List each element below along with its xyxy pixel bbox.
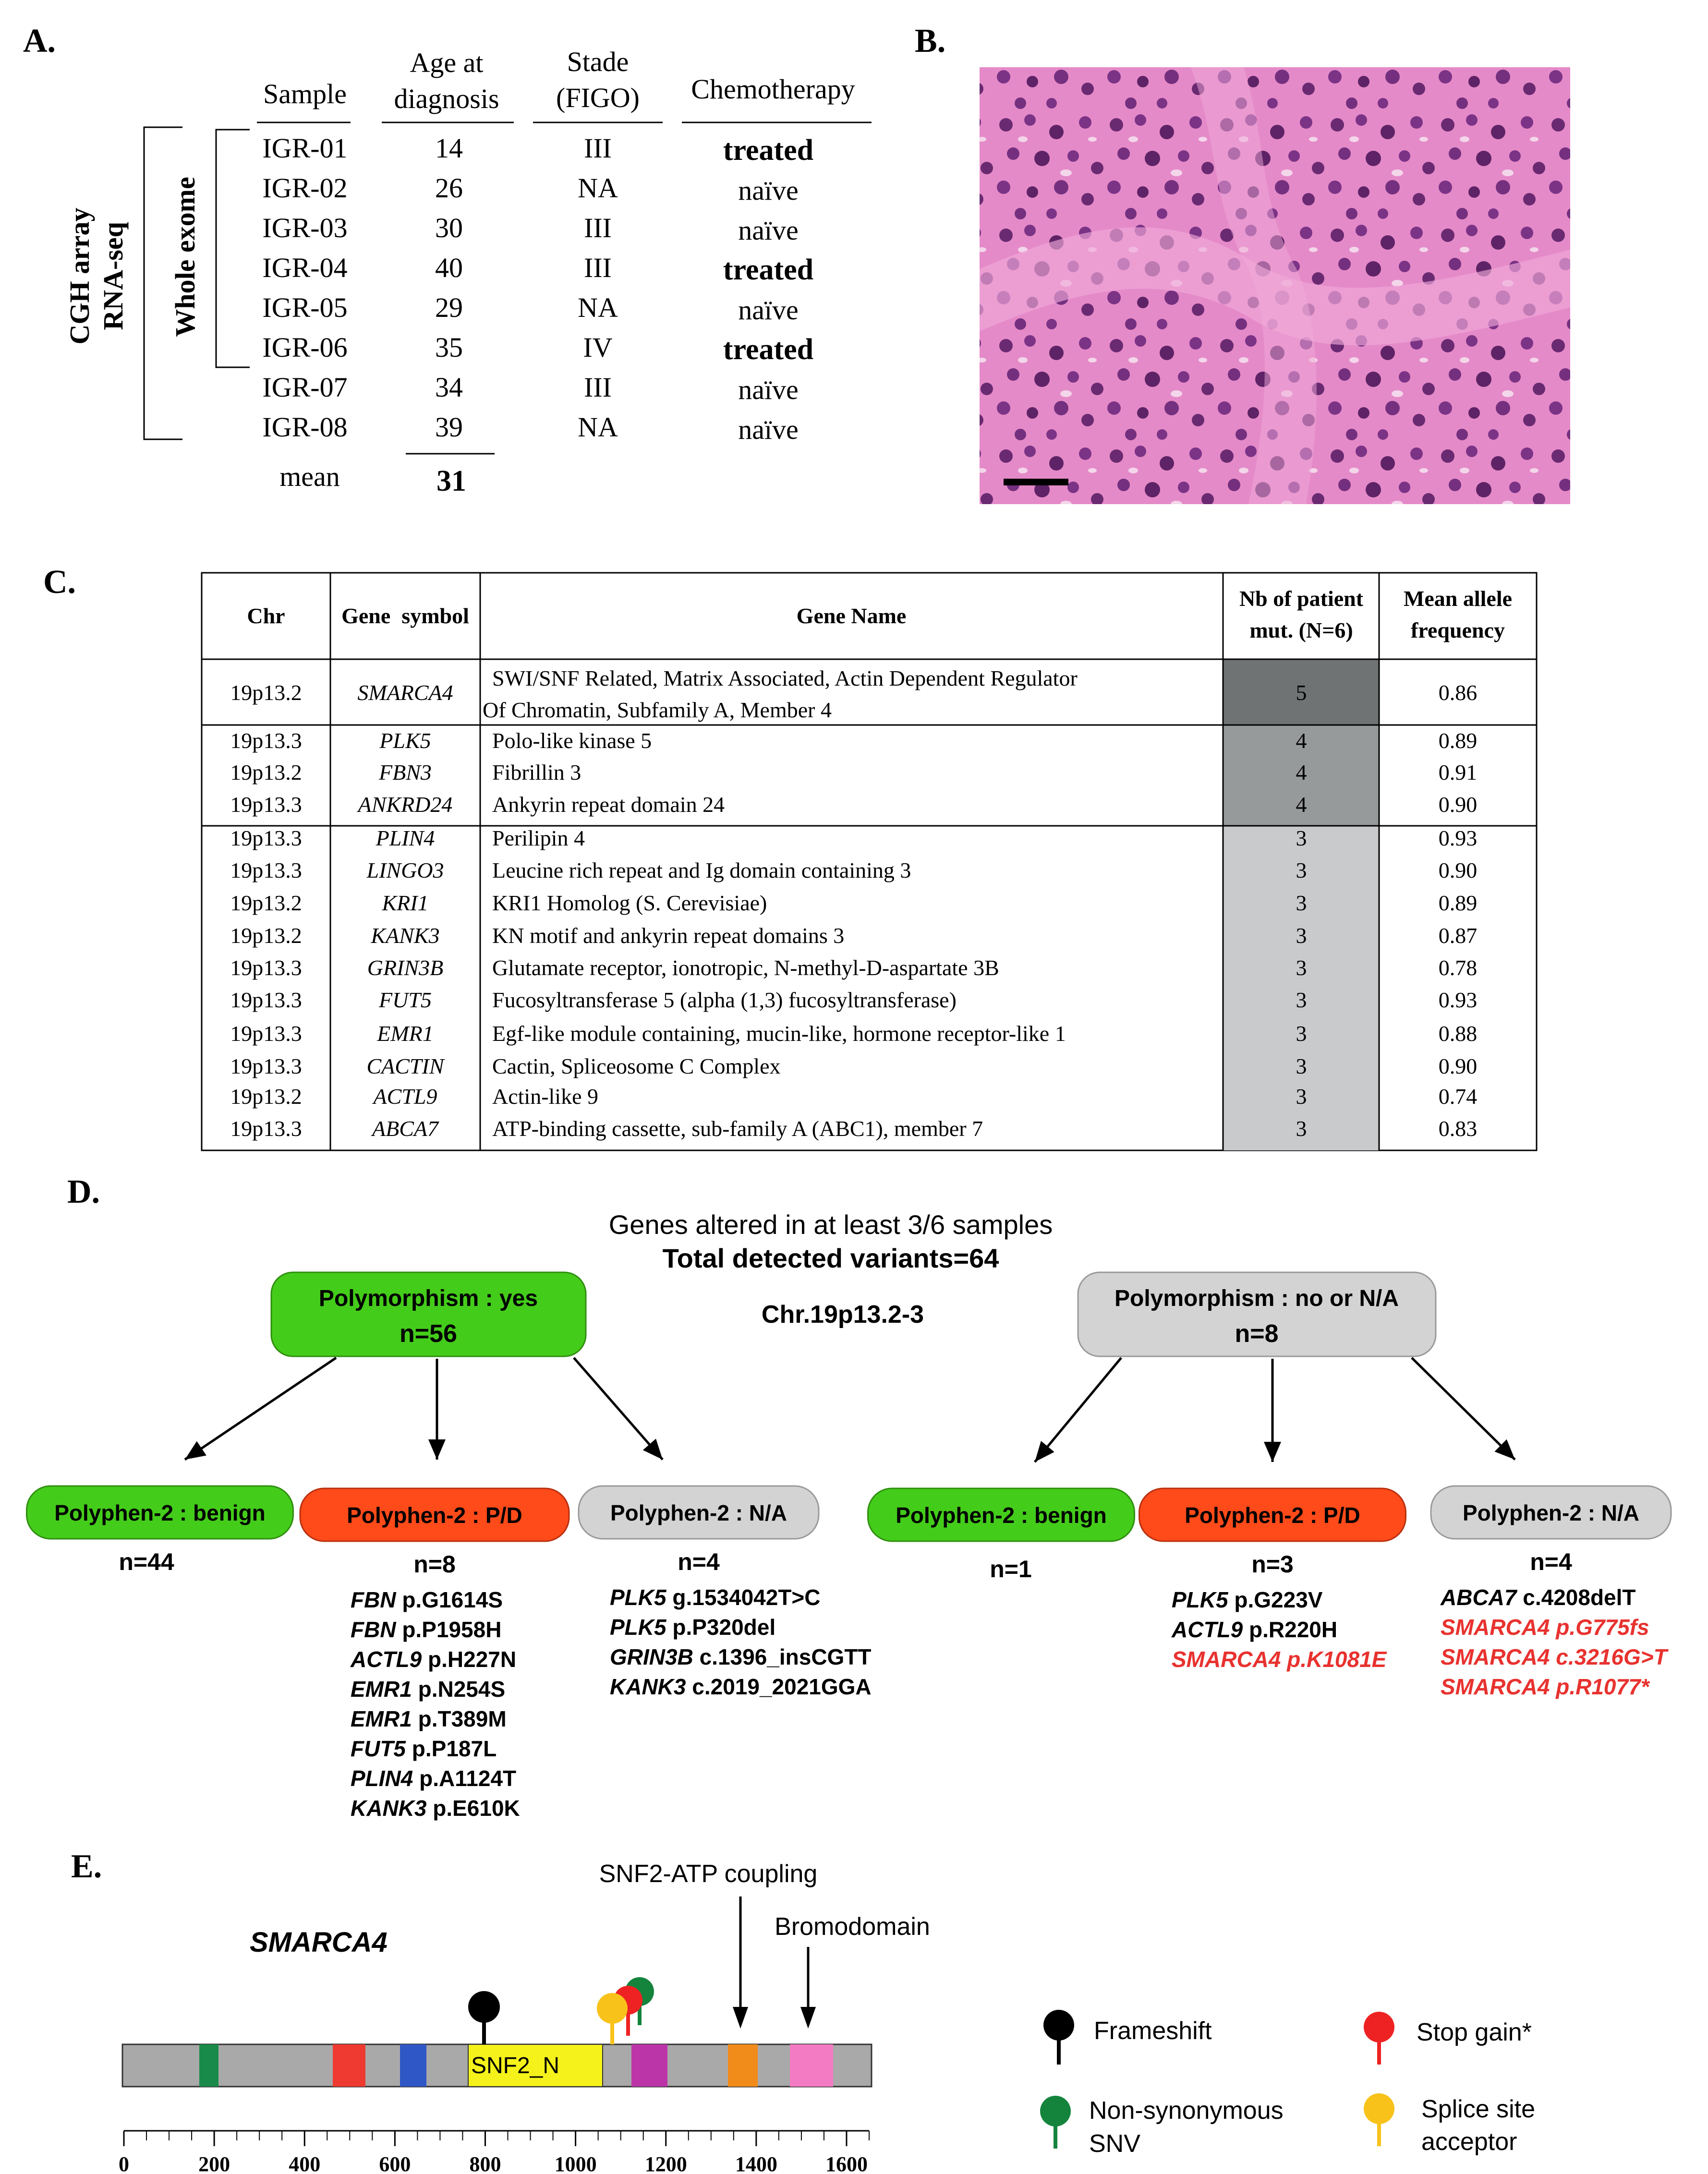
tree-leaf (300, 1488, 569, 1821)
panel-d (27, 1209, 1672, 1821)
d-total: Total detected variants=64 (662, 1243, 999, 1273)
cell-symbol: FUT5 (379, 988, 432, 1012)
cell-name: ATP-binding cassette, sub-family A (ABC1), member 7 (492, 1116, 983, 1141)
cell-symbol: ACTL9 (373, 1084, 437, 1109)
cell-maf: 0.89 (1438, 891, 1478, 915)
legend-frameshift-label: Frameshift (1094, 2017, 1212, 2045)
panel-c (202, 573, 1537, 1150)
lollipop-splice-head (597, 1993, 628, 2024)
variant-gene: PLIN4 (351, 1766, 413, 1791)
sample-chemo: treated (723, 333, 814, 366)
variant-mutation: p.E610K (426, 1796, 520, 1821)
sample-stade: III (584, 212, 612, 243)
cell-maf: 0.83 (1438, 1116, 1478, 1141)
node-polymorphism-yes-n: n=56 (400, 1320, 457, 1348)
arrowhead-bromo (800, 2007, 816, 2029)
leaf-count: n=1 (990, 1556, 1032, 1582)
legend-nonsyn-icon (1040, 2096, 1071, 2126)
sample-id: IGR-04 (262, 252, 348, 283)
variant-gene: FUT5 (351, 1736, 406, 1761)
variant-item (350, 1647, 516, 1672)
variant-gene: FBN (351, 1617, 396, 1642)
tree-leaves (27, 1486, 1672, 1821)
cell-nb: 3 (1296, 858, 1307, 882)
variant-mutation: p.T389M (412, 1706, 507, 1731)
header-age-line1: Age at (410, 47, 484, 78)
sample-chemo: naïve (738, 215, 799, 246)
variant-gene: ACTL9 (351, 1647, 422, 1672)
variant-item (1172, 1587, 1323, 1612)
leaf-count: n=8 (413, 1551, 456, 1578)
domain-green (199, 2044, 218, 2087)
sample-row (262, 252, 813, 286)
legend-nonsyn-label-2: SNV (1089, 2130, 1140, 2158)
cell-nb: 3 (1296, 1116, 1307, 1141)
cell-chr: 19p13.3 (230, 826, 302, 850)
axis-tick-label: 0 (119, 2152, 129, 2174)
cell-name: Actin-like 9 (492, 1084, 598, 1109)
variant-item (351, 1796, 520, 1821)
header-stade-line1: Stade (567, 46, 629, 77)
variant-item (610, 1615, 775, 1640)
cell-nb: 4 (1296, 728, 1307, 753)
tree-arrow-head (1264, 1442, 1281, 1462)
leaf-label: Polyphen-2 : benign (54, 1500, 266, 1525)
legend-stop-icon (1364, 2012, 1394, 2042)
sample-age: 14 (435, 133, 463, 164)
sample-id: IGR-01 (262, 133, 348, 164)
legend-nonsyn-label-1: Non-synonymous (1089, 2097, 1284, 2125)
leaf-count: n=4 (1530, 1548, 1572, 1575)
axis-tick-label: 1000 (554, 2152, 597, 2174)
axis-tick-label: 400 (289, 2152, 321, 2174)
cell-nb: 4 (1296, 760, 1307, 785)
th-maf-line1: Mean allele (1403, 586, 1513, 611)
domain-blue (400, 2044, 426, 2087)
variant-gene: ABCA7 (1441, 1585, 1517, 1610)
panel-b (980, 67, 1570, 504)
cell-name-line2: Of Chromatin, Subfamily A, Member 4 (483, 698, 832, 722)
header-chemo: Chemotherapy (691, 73, 855, 105)
leaf-label: Polyphen-2 : P/D (347, 1503, 522, 1528)
cell-symbol: SMARCA4 (357, 680, 453, 705)
panel-a (64, 46, 872, 497)
variant-mutation: c.4208delT (1516, 1585, 1636, 1610)
variant-item (351, 1766, 516, 1791)
tree-leaf (1139, 1488, 1406, 1672)
cell-symbol: EMR1 (377, 1021, 434, 1046)
variant-item (1441, 1674, 1650, 1699)
cell-maf: 0.90 (1438, 1054, 1478, 1078)
legend-stop-label: Stop gain* (1417, 2018, 1532, 2046)
cell-name: Ankyrin repeat domain 24 (492, 792, 725, 817)
cell-symbol: KRI1 (382, 891, 429, 915)
cell-symbol: FBN3 (379, 760, 432, 785)
sample-row (262, 133, 813, 167)
cell-chr: 19p13.2 (230, 680, 302, 705)
variant-item (351, 1677, 505, 1702)
th-nb-line2: mut. (N=6) (1249, 618, 1353, 642)
cell-nb: 3 (1296, 891, 1307, 915)
sample-id: IGR-02 (262, 172, 348, 204)
cell-symbol: PLK5 (379, 728, 431, 753)
variant-gene: PLK5 (610, 1585, 666, 1610)
cell-chr: 19p13.3 (230, 988, 302, 1012)
variant-item (1171, 1617, 1337, 1642)
sample-chemo: naïve (738, 294, 799, 326)
cell-nb: 3 (1296, 1054, 1307, 1078)
lollipop-frameshift-head (468, 1991, 500, 2023)
cell-maf: 0.93 (1438, 988, 1478, 1012)
sample-stade: III (584, 252, 612, 283)
cell-name: KN motif and ankyrin repeat domains 3 (492, 923, 845, 948)
legend-splice-label-2: acceptor (1421, 2128, 1517, 2156)
variant-item (1440, 1585, 1636, 1610)
variant-gene: KANK3 (610, 1674, 686, 1699)
sample-chemo: naïve (738, 414, 799, 445)
cell-chr: 19p13.3 (230, 1054, 302, 1078)
variant-gene: SMARCA4 (1441, 1674, 1550, 1699)
variant-gene: PLK5 (610, 1615, 666, 1640)
variant-item (610, 1644, 872, 1669)
cell-nb: 3 (1296, 923, 1307, 948)
scale-bar (1004, 479, 1068, 485)
tree-arrow-head (1035, 1441, 1054, 1462)
tree-arrow-line (1035, 1358, 1121, 1462)
cell-nb: 3 (1296, 988, 1307, 1012)
variant-item (1441, 1615, 1649, 1640)
sample-age: 30 (435, 212, 463, 243)
d-title: Genes altered in at least 3/6 samples (608, 1209, 1053, 1240)
variant-gene: EMR1 (351, 1706, 412, 1731)
mean-label: mean (279, 461, 340, 492)
th-nb-line1: Nb of patient (1239, 586, 1364, 611)
cell-maf: 0.74 (1438, 1084, 1478, 1109)
sample-id: IGR-03 (262, 212, 348, 243)
th-symbol: Gene symbol (341, 604, 469, 628)
panel-label-c: C. (43, 564, 76, 601)
leaf-count: n=4 (678, 1548, 720, 1575)
variant-item (1172, 1647, 1387, 1672)
domain-snf2n-label: SNF2_N (471, 2053, 560, 2078)
sample-row (262, 292, 798, 326)
sample-stade: IV (583, 332, 613, 363)
panel-label-e: E. (71, 1848, 102, 1885)
th-name: Gene Name (796, 604, 907, 628)
variant-gene: KANK3 (351, 1796, 427, 1821)
cell-symbol: ABCA7 (372, 1116, 438, 1141)
axis-tick-label: 800 (469, 2152, 501, 2174)
tree-arrow-line (1412, 1358, 1515, 1460)
cell-symbol: ANKRD24 (358, 792, 453, 817)
header-stade-line2: (FIGO) (556, 82, 640, 113)
leaf-label: Polyphen-2 : N/A (1462, 1500, 1640, 1525)
variant-mutation: c.3216G>T (1550, 1644, 1667, 1669)
sample-id: IGR-05 (262, 292, 348, 323)
leaf-label: Polyphen-2 : N/A (610, 1500, 787, 1525)
cell-maf: 0.78 (1438, 955, 1478, 980)
cell-name: Perilipin 4 (492, 826, 585, 850)
variant-gene: SMARCA4 (1172, 1647, 1281, 1672)
variant-mutation: p.R220H (1243, 1617, 1338, 1642)
variant-gene: SMARCA4 (1441, 1644, 1550, 1669)
sample-row (262, 332, 813, 366)
sample-row (262, 372, 798, 405)
tree-arrow-line (574, 1358, 663, 1460)
cell-symbol: KANK3 (371, 923, 440, 948)
bracket-outer-label-1: CGH array (64, 207, 95, 345)
variant-mutation: p.P187L (406, 1736, 497, 1761)
th-maf-line2: frequency (1411, 618, 1505, 642)
e-gene: SMARCA4 (250, 1927, 388, 1958)
variant-mutation: p.H227N (422, 1647, 517, 1672)
sample-chemo: treated (723, 134, 814, 167)
sample-id: IGR-07 (262, 372, 348, 403)
cell-chr: 19p13.2 (230, 1084, 302, 1109)
sample-row (262, 212, 798, 246)
sample-stade: NA (578, 172, 618, 204)
tree-arrow-line (185, 1358, 336, 1460)
axis-tick-label: 1200 (644, 2152, 687, 2174)
cell-name: Cactin, Spliceosome C Complex (492, 1054, 781, 1078)
cell-chr: 19p13.3 (230, 955, 302, 980)
header-age-line2: diagnosis (394, 83, 499, 114)
e-annot-snf2-atp: SNF2-ATP coupling (599, 1860, 818, 1888)
sample-chemo: treated (723, 254, 814, 286)
cell-nb: 3 (1296, 826, 1307, 850)
sample-stade: NA (578, 292, 618, 323)
cell-name: SWI/SNF Related, Matrix Associated, Actin Dependent Regulator (492, 666, 1078, 690)
variant-item (351, 1617, 501, 1642)
legend (1040, 2010, 1535, 2158)
sample-age: 39 (435, 411, 463, 443)
cell-nb: 5 (1296, 680, 1307, 705)
cell-chr: 19p13.3 (230, 728, 302, 753)
cell-nb: 3 (1296, 955, 1307, 980)
variant-item (1441, 1644, 1669, 1669)
node-polymorphism-yes-label: Polymorphism : yes (318, 1286, 538, 1311)
legend-splice-label-1: Splice site (1421, 2095, 1535, 2123)
variant-item (351, 1587, 503, 1612)
variant-gene: FBN (351, 1587, 396, 1612)
leaf-count: n=3 (1251, 1551, 1294, 1578)
cell-symbol: GRIN3B (367, 955, 444, 980)
cell-maf: 0.91 (1438, 760, 1478, 785)
node-polymorphism-no-n: n=8 (1235, 1320, 1279, 1348)
sample-rows (262, 133, 813, 445)
cell-nb: 3 (1296, 1021, 1307, 1046)
variant-gene: SMARCA4 (1441, 1615, 1550, 1640)
variant-gene: GRIN3B (610, 1644, 693, 1669)
d-chr: Chr.19p13.2-3 (761, 1301, 924, 1329)
sample-age: 40 (435, 252, 463, 283)
cell-name: Fibrillin 3 (492, 760, 581, 785)
axis-tick-label: 600 (379, 2152, 411, 2174)
tree-arrow-head (185, 1441, 206, 1460)
cell-chr: 19p13.2 (230, 923, 302, 948)
bracket-outer-label-2: RNA-seq (97, 222, 129, 330)
cell-chr: 19p13.3 (230, 1021, 302, 1046)
variant-mutation: c.2019_2021GGA (686, 1674, 872, 1699)
variant-mutation: p.K1081E (1281, 1647, 1387, 1672)
cell-maf: 0.87 (1438, 923, 1478, 948)
sample-stade: III (584, 133, 612, 164)
cell-name: Glutamate receptor, ionotropic, N-methyl-D-aspartate 3B (492, 955, 999, 980)
cell-chr: 19p13.3 (230, 792, 302, 817)
node-polymorphism-no-label: Polymorphism : no or N/A (1114, 1286, 1399, 1311)
variant-item (351, 1706, 507, 1731)
sample-stade: III (584, 372, 612, 403)
variant-gene: EMR1 (351, 1677, 412, 1702)
domain-red (333, 2044, 365, 2087)
bracket-inner (216, 130, 250, 367)
variant-mutation: p.P320del (666, 1615, 776, 1640)
domain-orange (728, 2044, 758, 2087)
cell-nb: 4 (1296, 792, 1307, 817)
arrowhead-snf2-atp (733, 2007, 748, 2029)
panel-label-d: D. (67, 1173, 100, 1210)
cell-name: Polo-like kinase 5 (492, 728, 652, 753)
leaf-label: Polyphen-2 : P/D (1185, 1503, 1360, 1528)
variant-mutation: p.G223V (1228, 1587, 1323, 1612)
sample-age: 26 (435, 172, 463, 204)
variant-mutation: p.G775fs (1550, 1615, 1649, 1640)
sample-age: 35 (435, 332, 463, 363)
variant-item (351, 1736, 497, 1761)
cell-maf: 0.90 (1438, 792, 1478, 817)
tree-leaf (1431, 1486, 1671, 1699)
axis-tick-label: 200 (198, 2152, 230, 2174)
header-sample: Sample (263, 78, 347, 109)
sample-id: IGR-08 (262, 411, 348, 443)
variant-mutation: c.1396_insCGTT (693, 1644, 872, 1669)
axis-tick-label: 1400 (735, 2152, 777, 2174)
cell-chr: 19p13.2 (230, 760, 302, 785)
th-chr: Chr (247, 604, 285, 628)
variant-item (610, 1585, 821, 1610)
variant-mutation: p.A1124T (413, 1766, 517, 1791)
sample-id: IGR-06 (262, 332, 348, 363)
sample-age: 34 (435, 372, 463, 403)
cell-maf: 0.89 (1438, 728, 1478, 753)
cell-maf: 0.86 (1438, 680, 1478, 705)
variant-mutation: g.1534042T>C (666, 1585, 821, 1610)
cell-maf: 0.88 (1438, 1021, 1478, 1046)
cell-name: Leucine rich repeat and Ig domain containing 3 (492, 858, 911, 882)
variant-gene: PLK5 (1172, 1587, 1228, 1612)
variant-mutation: p.P1958H (396, 1617, 502, 1642)
panel-label-a: A. (23, 23, 56, 60)
panel-e (119, 1860, 1535, 2174)
bracket-inner-label: Whole exome (170, 177, 201, 337)
variant-mutation: p.R1077* (1550, 1674, 1649, 1699)
cell-name: Fucosyltransferase 5 (alpha (1,3) fucosyltransferase) (492, 988, 957, 1012)
axis-tick-label: 1600 (825, 2152, 868, 2174)
tree-arrow-head (428, 1439, 446, 1460)
legend-splice-icon (1364, 2093, 1394, 2124)
variant-item (610, 1674, 872, 1699)
domain-magenta (631, 2044, 667, 2087)
cell-symbol: CACTIN (366, 1054, 444, 1078)
tree-leaf (868, 1488, 1135, 1582)
sample-row (262, 411, 798, 445)
mean-value: 31 (436, 465, 466, 497)
tree-leaf (579, 1486, 872, 1699)
cell-maf: 0.93 (1438, 826, 1478, 850)
sample-age: 29 (435, 292, 463, 323)
cell-chr: 19p13.2 (230, 891, 302, 915)
tree-arrows (185, 1358, 1515, 1462)
variant-gene: ACTL9 (1172, 1617, 1243, 1642)
sample-chemo: naïve (738, 175, 799, 206)
leaf-count: n=44 (119, 1548, 174, 1575)
sample-stade: NA (578, 411, 618, 443)
e-annot-bromo: Bromodomain (775, 1913, 930, 1941)
variant-mutation: p.G1614S (396, 1587, 503, 1612)
legend-frameshift-icon (1043, 2010, 1074, 2041)
sample-chemo: naïve (738, 374, 799, 405)
mutation-lollipops (468, 1977, 654, 2044)
axis-ticks (119, 2131, 869, 2174)
cell-maf: 0.90 (1438, 858, 1478, 882)
cell-symbol: LINGO3 (366, 858, 444, 882)
domain-bromodomain (790, 2044, 833, 2087)
cell-chr: 19p13.3 (230, 1116, 302, 1141)
sample-row (262, 172, 798, 206)
cell-symbol: PLIN4 (376, 826, 435, 850)
cell-nb: 3 (1296, 1084, 1307, 1109)
cell-name: KRI1 Homolog (S. Cerevisiae) (492, 891, 767, 915)
cell-chr: 19p13.3 (230, 858, 302, 882)
cell-name: Egf-like module containing, mucin-like, hormone receptor-like 1 (492, 1021, 1066, 1046)
panel-label-b: B. (915, 23, 946, 60)
leaf-label: Polyphen-2 : benign (896, 1503, 1107, 1528)
variant-mutation: p.N254S (412, 1677, 506, 1702)
tree-leaf (27, 1486, 293, 1575)
